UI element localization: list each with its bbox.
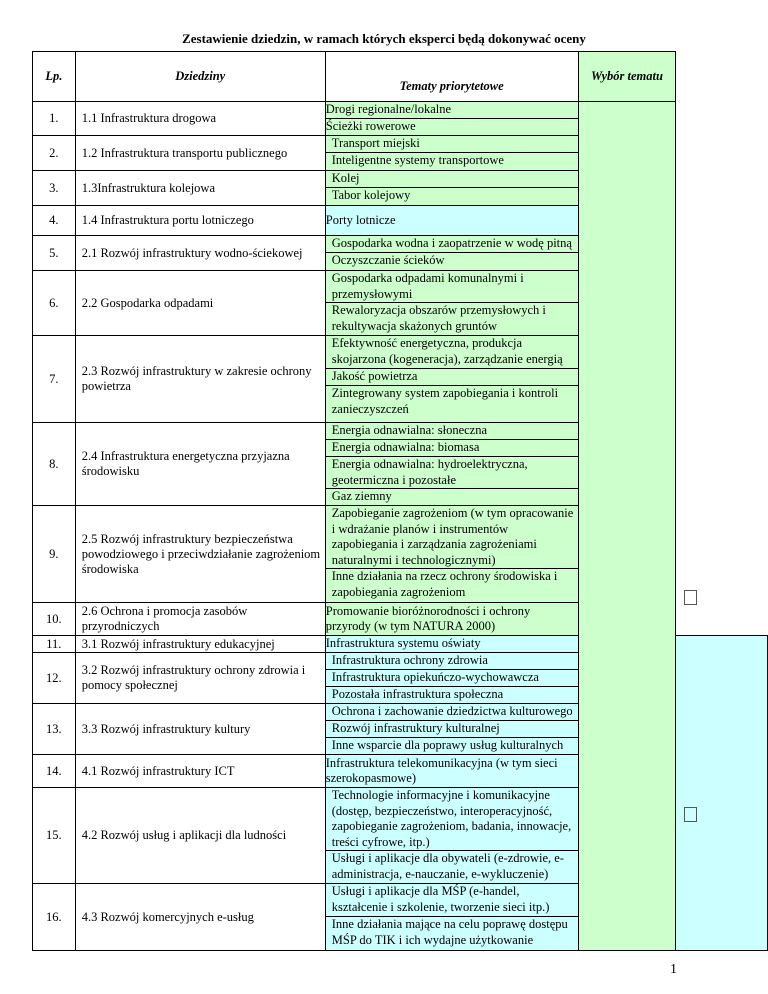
domain-name: 3.1 Rozwój infrastruktury edukacyjnej: [75, 636, 325, 653]
row-lp: 13.: [33, 704, 76, 755]
header-lp: Lp.: [33, 52, 76, 102]
row-lp: 5.: [33, 236, 76, 271]
topic-item: Gospodarka odpadami komunalnymi i przemysłowymi: [326, 271, 578, 303]
row-lp: 11.: [33, 636, 76, 653]
topic-selection-checkbox-green[interactable]: [684, 590, 697, 605]
topic-item: Rozwój infrastruktury kulturalnej: [326, 721, 578, 738]
domain-name: 1.2 Infrastruktura transportu publicznego: [75, 136, 325, 171]
row-lp: 4.: [33, 206, 76, 236]
domain-name: 2.1 Rozwój infrastruktury wodno-ściekowej: [75, 236, 325, 271]
topic-item: Zintegrowany system zapobiegania i kontroli zanieczyszczeń: [331, 386, 559, 416]
domain-name: 4.2 Rozwój usług i aplikacji dla ludności: [75, 788, 325, 884]
topic-item: Zapobieganie zagrożeniom (w tym opracowanie i wdrażanie planów i instrumentów zapobiegania i zarządzania zagrożeniami naturalnymi i technologicznymi): [326, 506, 578, 569]
topic-item: Porty lotnicze: [325, 206, 578, 236]
topic-item: Gaz ziemny: [331, 489, 392, 503]
topic-item: Inne działania mające na celu poprawę dostępu MŚP do TIK i ich wydajne użytkowanie: [331, 917, 568, 947]
topic-item: Infrastruktura ochrony zdrowia: [326, 653, 578, 670]
topic-item: Usługi i aplikacje dla MŚP (e-handel, kształcenie i szkolenie, tworzenie sieci itp.): [326, 884, 578, 917]
row-lp: 3.: [33, 171, 76, 206]
row-lp: 16.: [33, 884, 76, 951]
topic-item: Infrastruktura systemu oświaty: [325, 636, 578, 653]
topic-item: Transport miejski: [326, 136, 578, 153]
topic-item: Efektywność energetyczna, produkcja skojarzona (kogeneracja), zarządzanie energią: [326, 336, 578, 369]
domain-name: 1.4 Infrastruktura portu lotniczego: [75, 206, 325, 236]
row-lp: 6.: [33, 271, 76, 336]
row-lp: 1.: [33, 102, 76, 136]
topic-item: Promowanie bioróżnorodności i ochrony przyrody (w tym NATURA 2000): [325, 603, 578, 636]
topic-item: Inne wsparcie dla poprawy usług kulturalnych: [331, 738, 564, 752]
topic-item: Oczyszczanie ścieków: [331, 253, 445, 267]
topic-item: Pozostała infrastruktura społeczna: [331, 687, 504, 701]
topic-item: Infrastruktura telekomunikacyjna (w tym sieci szerokopasmowe): [325, 755, 578, 788]
row-lp: 9.: [33, 506, 76, 603]
header-tematy: Tematy priorytetowe: [325, 73, 578, 102]
domain-name: 3.2 Rozwój infrastruktury ochrony zdrowia i pomocy społecznej: [75, 653, 325, 704]
domain-name: 4.1 Rozwój infrastruktury ICT: [75, 755, 325, 788]
domain-name: 2.2 Gospodarka odpadami: [75, 271, 325, 336]
topic-item: Energia odnawialna: hydroelektryczna, geotermiczna i pozostałe: [326, 457, 578, 489]
domain-name: 2.6 Ochrona i promocja zasobów przyrodniczych: [75, 603, 325, 636]
selection-cell: [578, 102, 676, 951]
topic-item: Jakość powietrza: [326, 369, 578, 386]
topic-item: Kolej: [326, 171, 578, 188]
selection-cell: [676, 636, 768, 951]
topic-item: Inne działania na rzecz ochrony środowiska i zapobiegania zagrożeniom: [331, 569, 558, 599]
row-lp: 14.: [33, 755, 76, 788]
domains-table: [32, 51, 768, 951]
page-number: 1: [670, 962, 677, 977]
topic-item: Energia odnawialna: biomasa: [326, 440, 578, 457]
topic-selection-checkbox-cyan[interactable]: [684, 807, 697, 822]
domain-name: 2.5 Rozwój infrastruktury bezpieczeństwa powodziowego i przeciwdziałanie zagrożeniom środowiska: [75, 506, 325, 603]
row-lp: 15.: [33, 788, 76, 884]
topic-item: Ścieżki rowerowe: [325, 119, 578, 136]
domain-name: 2.4 Infrastruktura energetyczna przyjazna środowisku: [75, 423, 325, 506]
header-dziedziny: Dziedziny: [75, 52, 325, 102]
domain-name: 4.3 Rozwój komercyjnych e-usług: [75, 884, 325, 951]
domain-name: 1.1 Infrastruktura drogowa: [75, 102, 325, 136]
topic-item: Technologie informacyjne i komunikacyjne (dostęp, bezpieczeństwo, interoperacyjność, zapobieganie zagrożeniom, badania, innowacje, treści cyfrowe, itp.): [326, 788, 578, 851]
topic-item: Drogi regionalne/lokalne: [325, 102, 578, 119]
domain-name: 1.3Infrastruktura kolejowa: [75, 171, 325, 206]
topic-item: Ochrona i zachowanie dziedzictwa kulturowego: [326, 704, 578, 721]
topic-item: Inteligentne systemy transportowe: [331, 153, 504, 167]
row-lp: 2.: [33, 136, 76, 171]
topic-item: Usługi i aplikacje dla obywateli (e-zdrowie, e-administracja, e-nauczanie, e-wykluczenie): [331, 851, 564, 881]
row-lp: 8.: [33, 423, 76, 506]
document-title: Zestawienie dziedzin, w ramach których eksperci będą dokonywać oceny: [182, 31, 586, 46]
domain-name: 3.3 Rozwój infrastruktury kultury: [75, 704, 325, 755]
topic-item: Rewaloryzacja obszarów przemysłowych i rekultywacja skażonych gruntów: [331, 303, 546, 333]
domain-name: 2.3 Rozwój infrastruktury w zakresie ochrony powietrza: [75, 336, 325, 423]
topic-item: Tabor kolejowy: [331, 188, 411, 202]
topic-item: Gospodarka wodna i zaopatrzenie w wodę pitną: [326, 236, 578, 253]
topic-item: Infrastruktura opiekuńczo-wychowawcza: [326, 670, 578, 687]
row-lp: 7.: [33, 336, 76, 423]
topic-item: Energia odnawialna: słoneczna: [326, 423, 578, 440]
row-lp: 10.: [33, 603, 76, 636]
header-wybor-tematu: Wybór tematu: [578, 52, 676, 102]
row-lp: 12.: [33, 653, 76, 704]
